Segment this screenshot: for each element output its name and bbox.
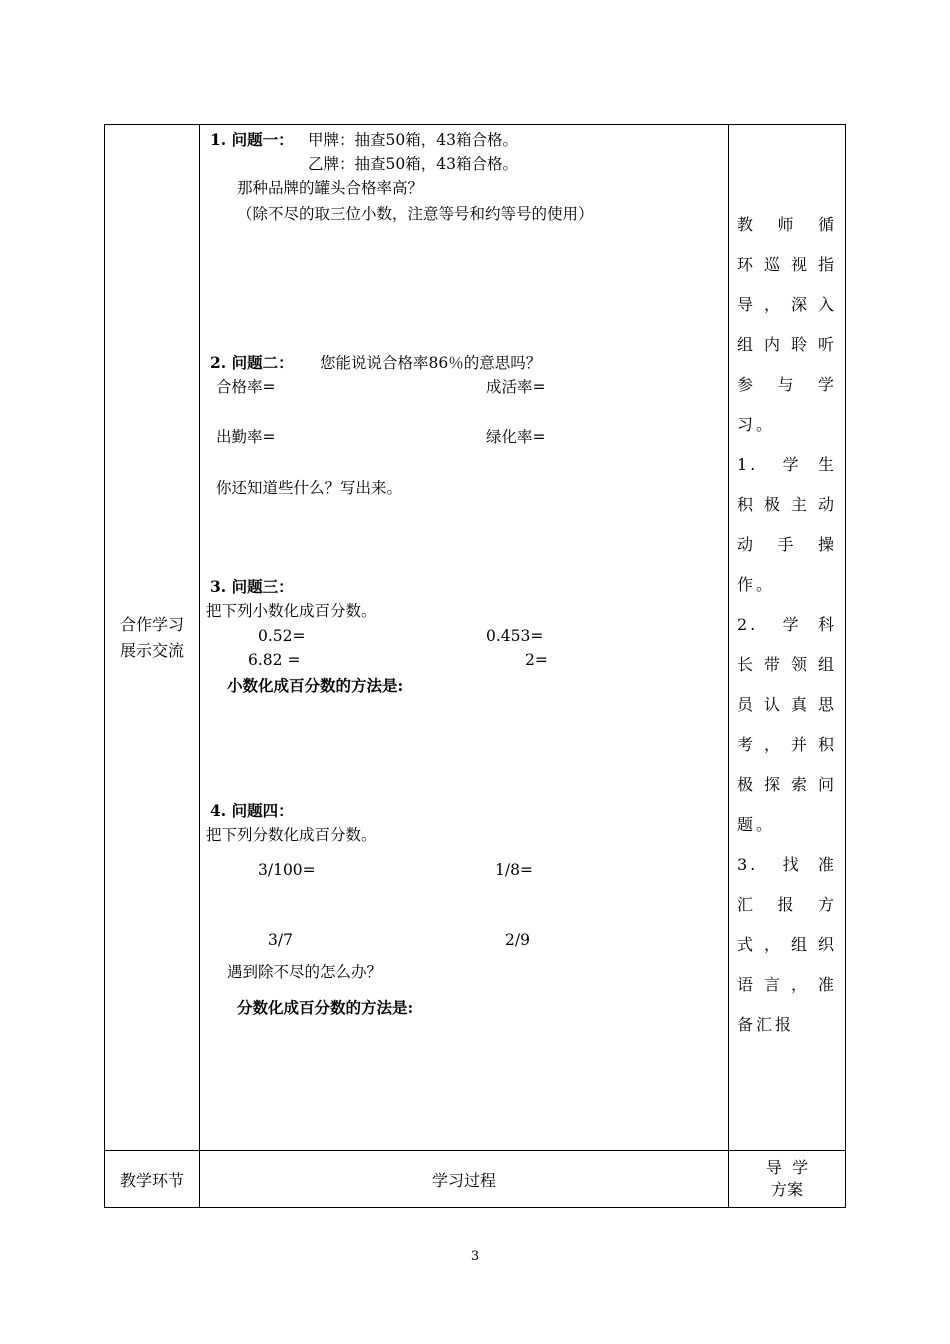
- q4-item: 3/100=: [258, 861, 316, 879]
- q1-question: 那种品牌的罐头合格率高？: [237, 179, 424, 197]
- q2-item: 合格率=: [216, 378, 276, 396]
- guidance-cell: [729, 125, 846, 1151]
- q3-item: 0.453=: [486, 627, 544, 645]
- lesson-table: [104, 124, 846, 1208]
- learning-process-cell: [200, 125, 729, 1151]
- q2-extra: 你还知道些什么？写出来。: [216, 479, 403, 497]
- guide-line: 1. 学生: [737, 455, 837, 474]
- footer-guide-header-line2: 方案: [770, 1180, 803, 1199]
- guide-line: 环巡视指: [737, 255, 837, 274]
- q1-title: 1. 问题一：: [210, 130, 294, 149]
- page-number: 3: [470, 1249, 480, 1264]
- guide-line: 考，并积: [737, 735, 837, 754]
- q2-item: 出勤率=: [216, 428, 276, 446]
- stage-label-line1: 合作学习: [119, 614, 184, 634]
- q3-item: 2=: [525, 651, 548, 669]
- guide-line: 作。: [737, 575, 776, 594]
- guide-line: 汇报方: [737, 895, 837, 914]
- guide-line: 题。: [737, 815, 776, 834]
- footer-guide-header: [729, 1151, 846, 1208]
- footer-stage-header: 教学环节: [105, 1151, 200, 1208]
- q3-item: 0.52=: [258, 627, 306, 645]
- guide-line: 员认真思: [737, 695, 837, 714]
- content-row: [105, 125, 846, 1151]
- q2-prompt: 您能说说合格率86％的意思吗？: [320, 354, 542, 372]
- guide-line: 导，深入: [737, 295, 837, 314]
- guide-line: 极探索问: [737, 775, 837, 794]
- q4-question: 遇到除不尽的怎么办？: [227, 963, 383, 981]
- guide-line: 参与学: [737, 375, 837, 394]
- stage-label-line2: 展示交流: [119, 640, 184, 660]
- q4-item: 3/7: [268, 931, 293, 949]
- footer-guide-header-line1: 导 学: [765, 1158, 809, 1177]
- guide-line: 动手操: [737, 535, 837, 554]
- q3-title: 3. 问题三：: [210, 577, 294, 596]
- guide-line: 积极主动: [737, 495, 837, 514]
- stage-cell: [105, 125, 200, 1151]
- q2-item: 绿化率=: [486, 428, 546, 446]
- guide-line: 习。: [737, 415, 776, 434]
- footer-row: [105, 1151, 846, 1208]
- q3-instruction: 把下列小数化成百分数。: [206, 602, 377, 620]
- q3-item: 6.82 =: [248, 651, 301, 669]
- guide-line: 教师循: [737, 215, 837, 234]
- q4-item: 1/8=: [495, 861, 533, 879]
- footer-process-header: 学习过程: [200, 1151, 729, 1208]
- guide-line: 备汇报: [737, 1015, 795, 1034]
- q3-method: 小数化成百分数的方法是:: [227, 676, 404, 695]
- q2-item: 成活率=: [486, 378, 546, 396]
- q1-line-a: 甲牌：抽查50箱，43箱合格。: [308, 131, 518, 149]
- guide-line: 语言，准: [737, 975, 837, 994]
- q4-method: 分数化成百分数的方法是:: [237, 998, 414, 1017]
- guide-line: 长带领组: [737, 655, 837, 674]
- q4-instruction: 把下列分数化成百分数。: [206, 826, 377, 844]
- guide-line: 式，组织: [737, 935, 837, 954]
- q1-note: （除不尽的取三位小数，注意等号和约等号的使用）: [237, 205, 594, 223]
- q1-line-b: 乙牌：抽查50箱，43箱合格。: [308, 155, 518, 173]
- q4-item: 2/9: [505, 931, 530, 949]
- guide-line: 2. 学科: [737, 615, 837, 634]
- guide-line: 组内聆听: [737, 335, 837, 354]
- guide-line: 3. 找准: [737, 855, 837, 874]
- q4-title: 4. 问题四：: [210, 801, 294, 820]
- q2-title: 2. 问题二：: [210, 353, 294, 372]
